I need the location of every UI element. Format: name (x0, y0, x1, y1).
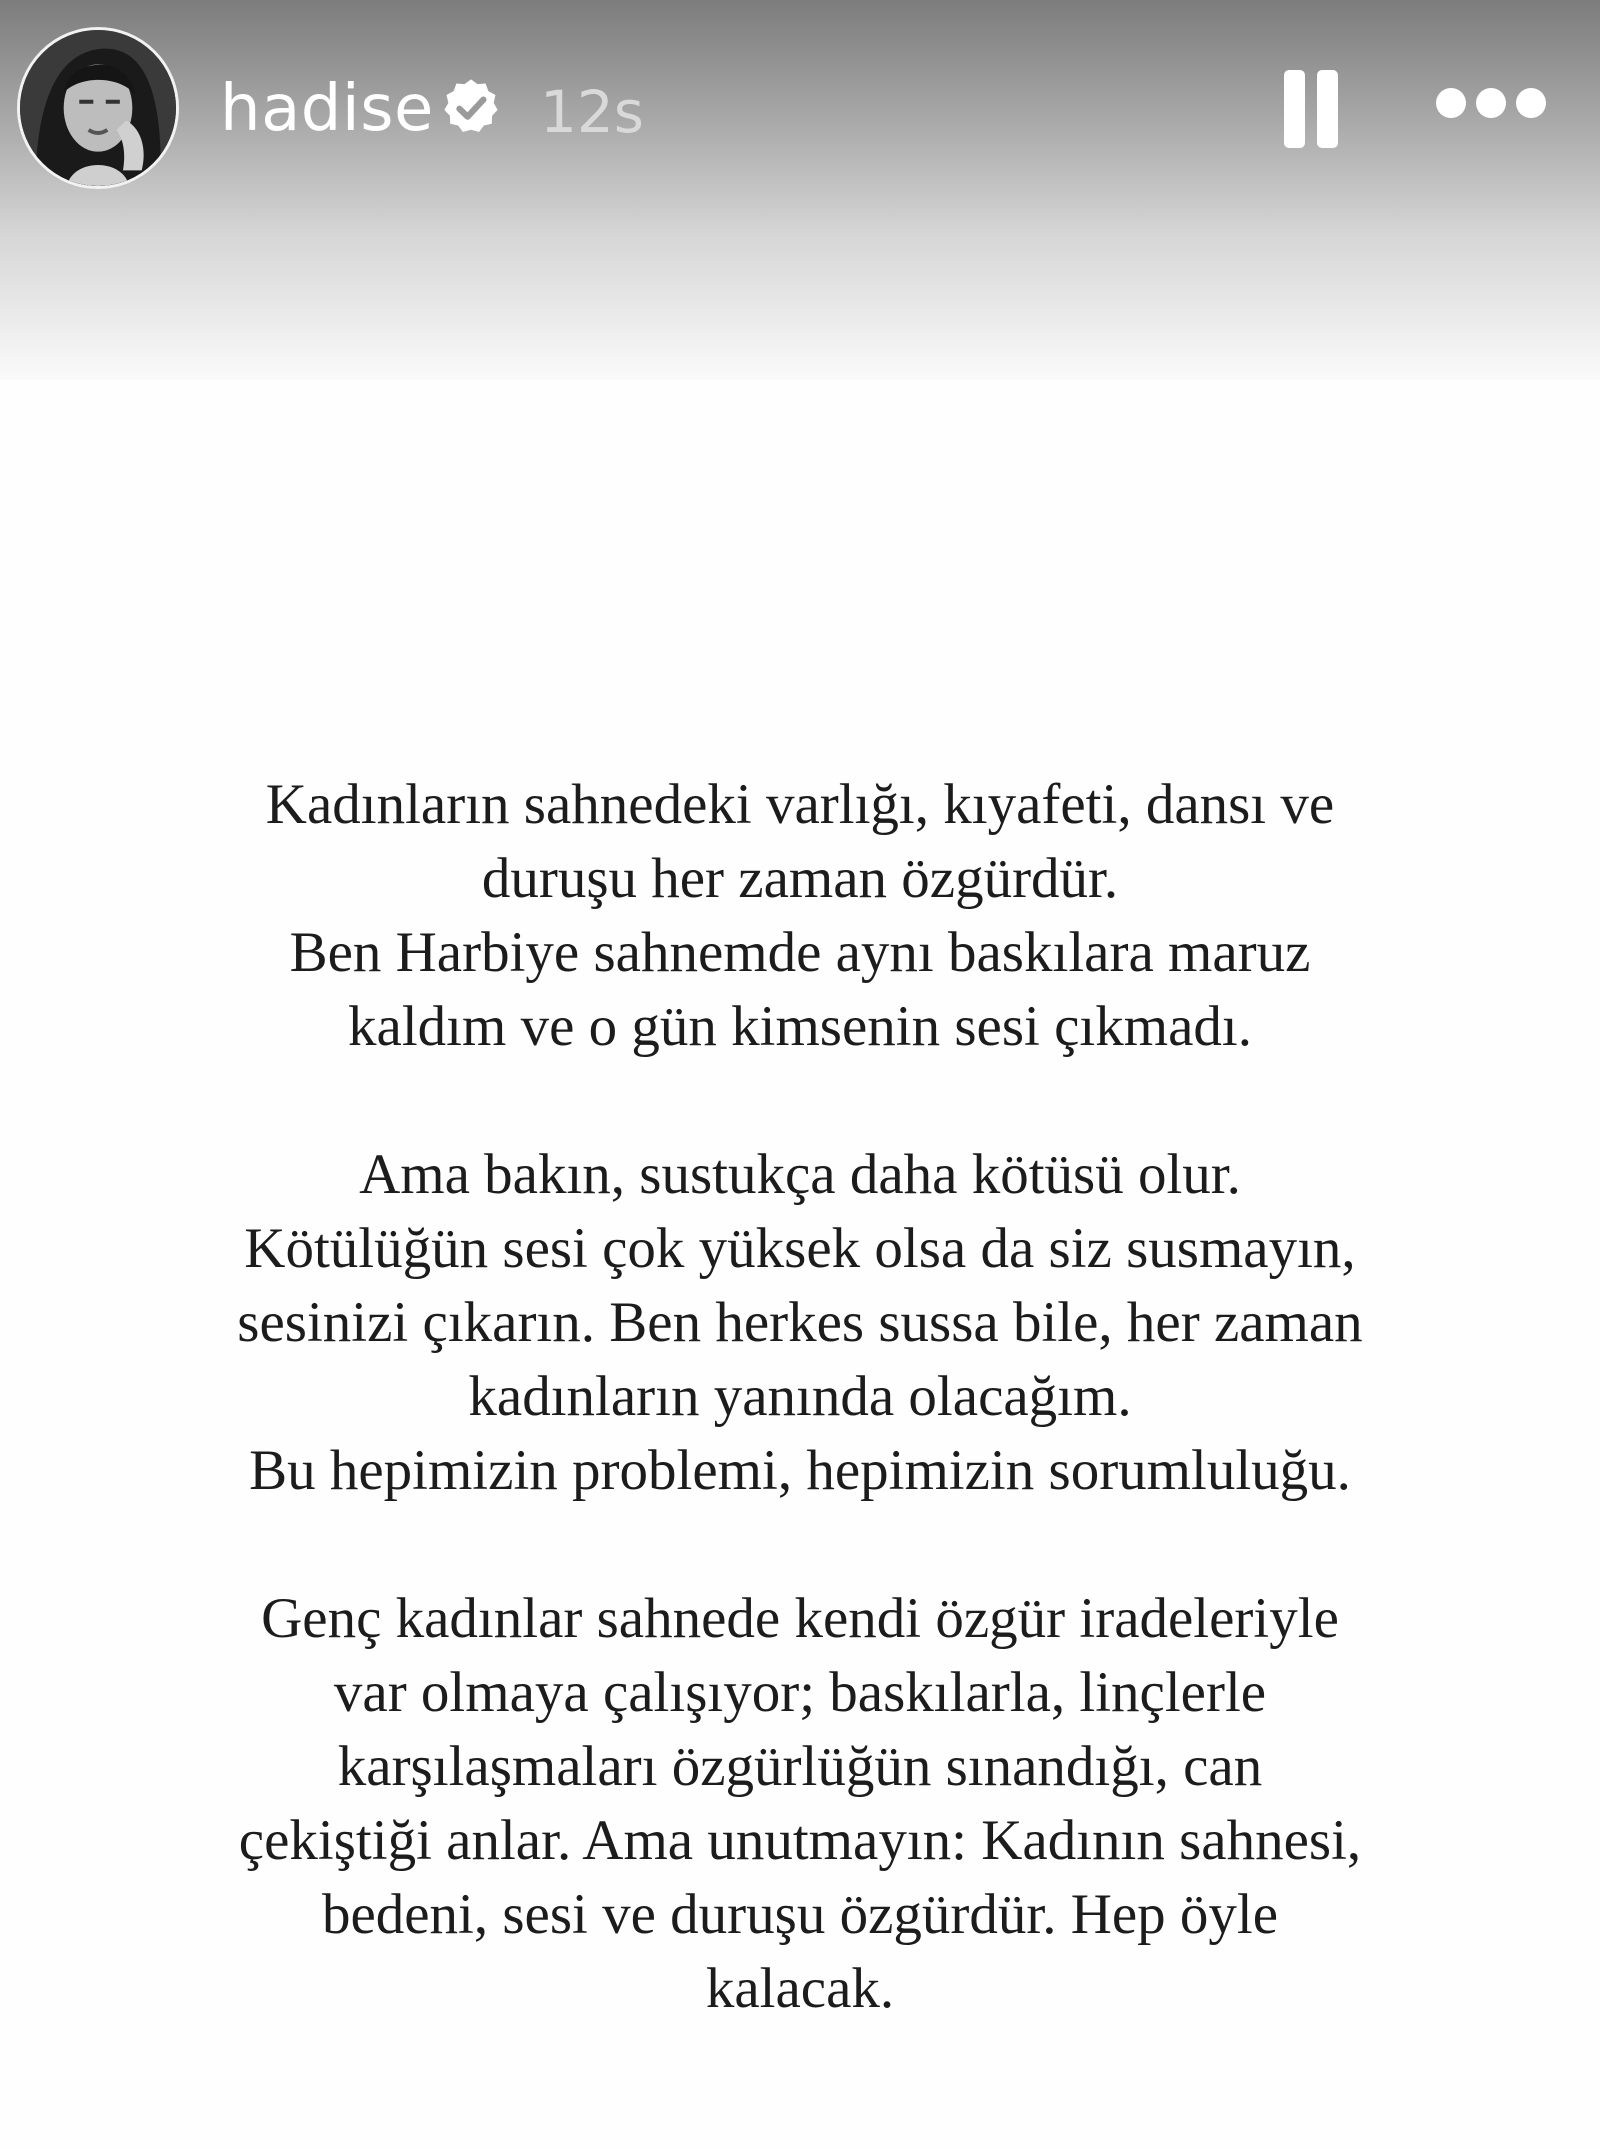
pause-icon (1284, 70, 1305, 148)
story-line: Genç kadınlar sahnede kendi özgür iradeleriyle (261, 1587, 1339, 1650)
story-line: var olmaya çalışıyor; baskılarla, linçlerle (333, 1661, 1267, 1724)
story-line: Bu hepimizin problemi, hepimizin sorumluluğu. (249, 1439, 1351, 1502)
more-options-icon-dot (1476, 88, 1506, 118)
story-line: sesinizi çıkarın. Ben herkes sussa bile, her zaman (237, 1291, 1363, 1354)
profile-photo-icon (20, 30, 176, 186)
story-line: Kötülüğün sesi çok yüksek olsa da siz susmayın, (244, 1217, 1356, 1280)
more-options-icon-dot (1516, 88, 1546, 118)
verified-badge-icon (440, 77, 502, 139)
story-line: Kadınların sahnedeki varlığı, kıyafeti, dansı ve (265, 773, 1335, 836)
story-line: Ben Harbiye sahnemde aynı baskılara maruz (289, 921, 1311, 984)
story-text (100, 768, 1500, 2026)
story-line: çekiştiği anlar. Ama unutmayın: Kadının sahnesi, (238, 1809, 1362, 1872)
story-line: Ama bakın, sustukça daha kötüsü olur. (359, 1143, 1241, 1206)
more-options-icon (1436, 88, 1466, 118)
paragraph-spacer (100, 1508, 1500, 1582)
story-line: kaldım ve o gün kimsenin sesi çıkmadı. (348, 995, 1252, 1058)
story-line: duruşu her zaman özgürdür. (481, 847, 1119, 910)
pause-icon-bar (1317, 70, 1338, 148)
story-line: kadınların yanında olacağım. (468, 1365, 1132, 1428)
story-line: bedeni, sesi ve duruşu özgürdür. Hep öyle (321, 1883, 1279, 1946)
story-header (0, 0, 1600, 220)
pause-button[interactable] (1275, 70, 1347, 150)
paragraph-spacer (100, 1064, 1500, 1138)
avatar[interactable] (17, 27, 179, 189)
story-line: kalacak. (705, 1957, 895, 2020)
story-timestamp: 12s (540, 78, 645, 146)
username[interactable]: hadise (220, 72, 434, 146)
story-line: karşılaşmaları özgürlüğün sınandığı, can (337, 1735, 1263, 1798)
more-options-button[interactable] (1430, 82, 1550, 128)
